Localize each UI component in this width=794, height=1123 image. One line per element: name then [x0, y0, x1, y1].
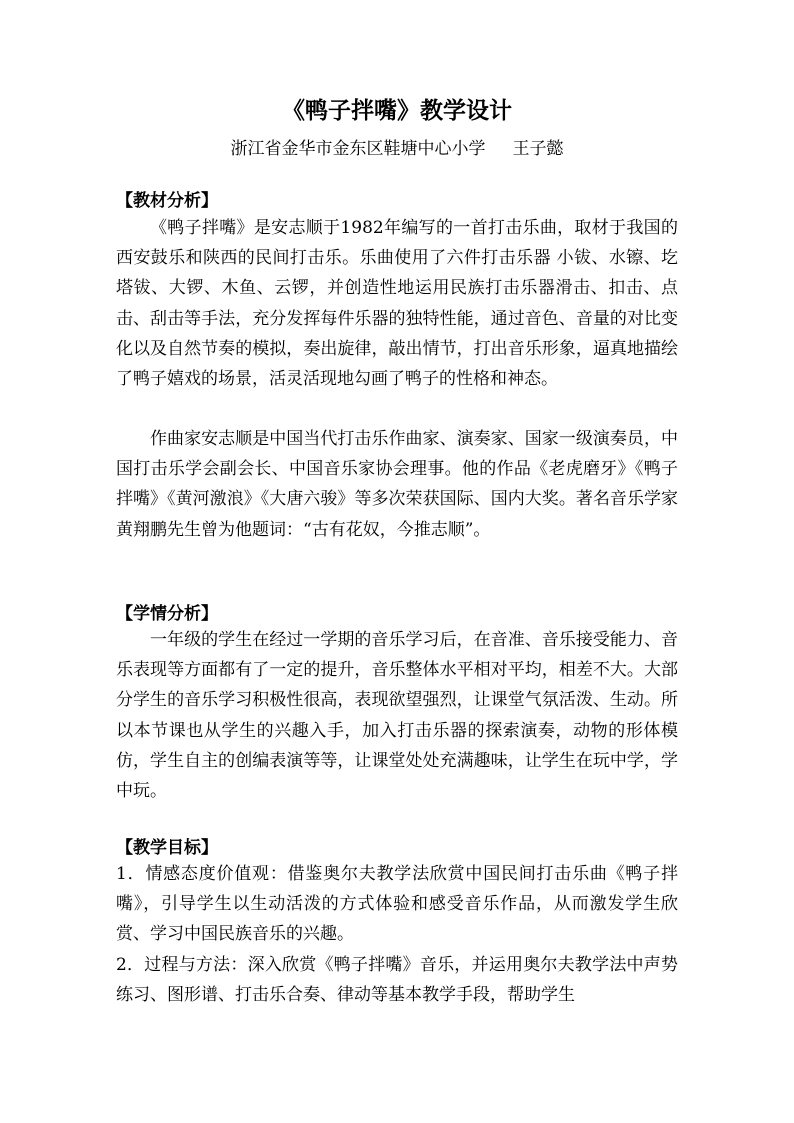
- goal-item-2: 2．过程与方法：深入欣赏《鸭子拌嘴》音乐，并运用奥尔夫教学法中声势练习、图形谱、打击乐合奏、律动等基本教学手段，帮助学生: [116, 955, 678, 1006]
- paragraph-textbook-analysis-1: 《鸭子拌嘴》是安志顺于1982年编写的一首打击乐曲，取材于我国的西安鼓乐和陕西的民间打击乐。乐曲使用了六件打击乐器 小钹、水镲、圪塔钹、大锣、木鱼、云锣，并创造性地运用民族打击乐器滑击、扣击、点击、刮击等手法，充分发挥每件乐器的独特性能，通过音色、音量的对比变化以及自然节奏的模拟，奏出旋律，敲出情节，打出音乐形象，逼真地描绘了鸭子嬉戏的场景，活灵活现地勾画了鸭子的性格和神态。: [116, 218, 678, 390]
- section-heading-textbook-analysis: 【教材分析】: [116, 191, 218, 211]
- section-heading-student-analysis: 【学情分析】: [116, 604, 218, 624]
- section-heading-teaching-goals: 【教学目标】: [116, 838, 218, 858]
- paragraph-student-analysis: 一年级的学生在经过一学期的音乐学习后，在音准、音乐接受能力、音乐表现等方面都有了一定的提升，音乐整体水平相对平均，相差不大。大部分学生的音乐学习积极性很高，表现欲望强烈，让课堂气氛活泼、生动。所以本节课也从学生的兴趣入手，加入打击乐器的探索演奏，动物的形体模仿，学生自主的创编表演等等，让课堂处处充满趣味，让学生在玩中学，学中玩。: [116, 630, 678, 802]
- goal-item-1: 1．情感态度价值观：借鉴奥尔夫教学法欣赏中国民间打击乐曲《鸭子拌嘴》，引导学生以生动活泼的方式体验和感受音乐作品，从而激发学生欣赏、学习中国民族音乐的兴趣。: [116, 864, 678, 945]
- paragraph-textbook-analysis-2: 作曲家安志顺是中国当代打击乐作曲家、演奏家、国家一级演奏员，中国打击乐学会副会长、中国音乐家协会理事。他的作品《老虎磨牙》《鸭子拌嘴》《黄河激浪》《大唐六骏》等多次荣获国际、国内大奖。著名音乐学家黄翔鹏先生曾为他题词：“古有花奴，今推志顺”。: [116, 429, 678, 540]
- author-line: 浙江省金华市金东区鞋塘中心小学 王子懿: [230, 139, 564, 159]
- page-title: 《鸭子拌嘴》教学设计: [282, 97, 512, 124]
